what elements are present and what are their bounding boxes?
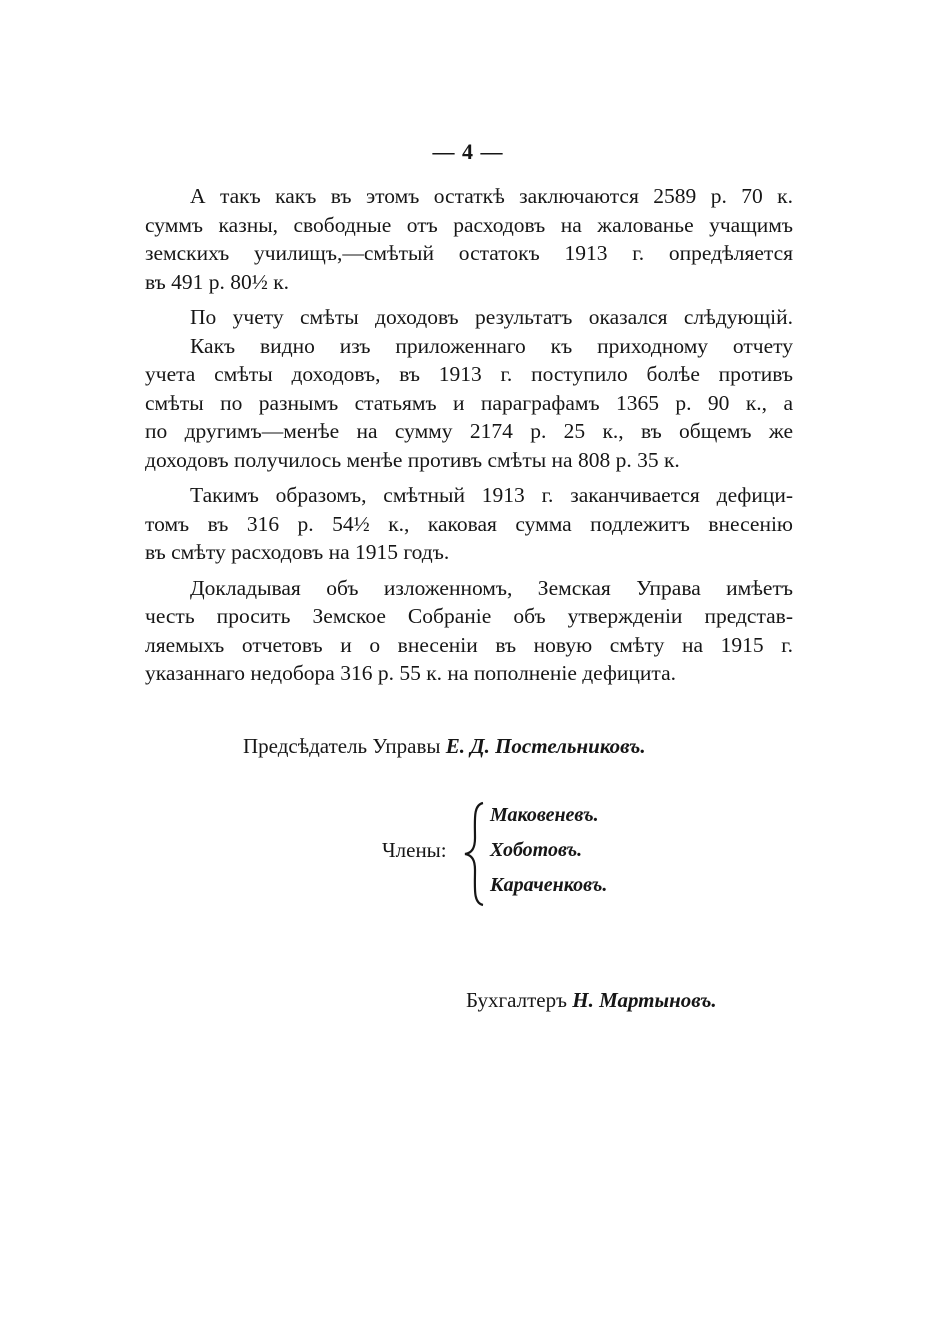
text-line: А такъ какъ въ этомъ остаткѣ заключаются 2589 р. 70 к. [190, 184, 793, 208]
chairman-signature [243, 734, 646, 759]
text-line: Докладывая объ изложенномъ, Земская Управа имѣетъ [190, 575, 793, 600]
member-name: Караченковъ. [490, 874, 608, 896]
text-line: въ смѣту расходовъ на 1915 годъ. [145, 540, 450, 564]
paragraph [145, 182, 793, 296]
text-line: земскихъ училищъ,—смѣтый остатокъ 1913 г. опредѣляется [145, 241, 793, 265]
accountant-name: Н. Мартыновъ. [572, 988, 717, 1012]
text-line: томъ въ 316 р. 54½ к., каковая сумма подлежитъ внесенію [145, 511, 793, 536]
paragraph [145, 303, 793, 332]
text-line: ляемыхъ отчетовъ и о внесеніи въ новую смѣту на 1915 г. [145, 632, 793, 657]
text-line: честь просить Земское Собраніе объ утвержденіи представ- [145, 604, 793, 628]
paragraph [145, 332, 793, 475]
chairman-name: Е. Д. Постельниковъ. [445, 734, 646, 758]
text-line: указаннаго недобора 316 р. 55 к. на пополненіе дефицита. [145, 661, 677, 685]
members-label: Члены: [382, 838, 447, 862]
member-name: Хоботовъ. [490, 839, 583, 861]
paragraph [145, 574, 793, 688]
text-line: смѣты по разнымъ статьямъ и параграфамъ 1365 р. 90 к., а [145, 390, 793, 415]
text-line: Такимъ образомъ, смѣтный 1913 г. заканчивается дефици- [190, 483, 793, 507]
page-number: — 4 — [432, 139, 504, 164]
member-name: Маковеневъ. [490, 804, 599, 826]
text-line: учета смѣты доходовъ, въ 1913 г. поступило болѣе противъ [145, 362, 793, 386]
chairman-title: Предсѣдатель Управы [243, 734, 441, 758]
text-line: Какъ видно изъ приложеннаго къ приходному отчету [190, 333, 793, 358]
accountant-signature [466, 988, 717, 1013]
paragraph [145, 481, 793, 567]
text-line: суммъ казны, свободные отъ расходовъ на жалованье учащимъ [145, 212, 793, 237]
text-line: доходовъ получилось менѣе противъ смѣты на 808 р. 35 к. [145, 447, 680, 472]
text-line: по другимъ—менѣе на сумму 2174 р. 25 к., въ общемъ же [145, 419, 793, 443]
report-body [145, 182, 793, 688]
text-line: въ 491 р. 80½ к. [145, 269, 290, 294]
text-line: По учету смѣты доходовъ результатъ оказался слѣдующій. [190, 305, 793, 329]
curly-brace-icon [455, 800, 495, 908]
accountant-title: Бухгалтеръ [466, 988, 567, 1012]
